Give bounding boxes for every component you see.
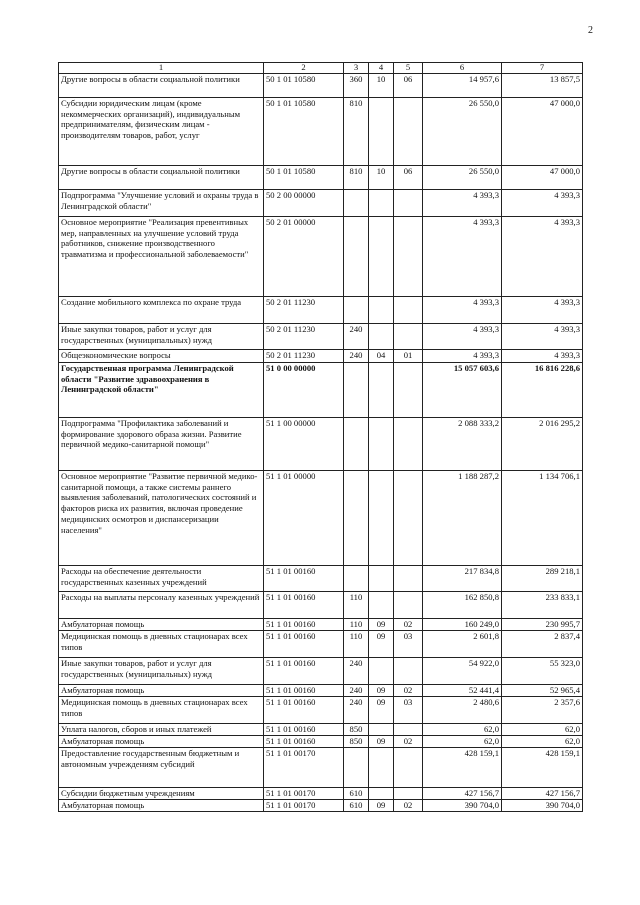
row-expense-type-cell: 810 <box>344 98 369 166</box>
row-amount-2-cell: 62,0 <box>502 736 583 748</box>
row-section-cell <box>369 724 394 736</box>
table-row <box>59 631 583 658</box>
table-row <box>59 190 583 217</box>
row-subsection-cell <box>394 324 423 350</box>
row-expense-type-cell <box>344 190 369 217</box>
page-number: 2 <box>588 25 593 36</box>
row-amount-1-cell: 390 704,0 <box>423 800 502 812</box>
row-code-cell: 50 1 01 10580 <box>264 166 344 190</box>
row-amount-2-cell: 390 704,0 <box>502 800 583 812</box>
row-code-cell: 51 1 01 00160 <box>264 631 344 658</box>
row-amount-2-cell: 2 357,6 <box>502 697 583 724</box>
row-subsection-cell: 06 <box>394 74 423 98</box>
row-amount-1-cell: 4 393,3 <box>423 297 502 324</box>
table-body <box>59 74 583 812</box>
row-subsection-cell <box>394 297 423 324</box>
row-code-cell: 51 1 01 00160 <box>264 566 344 592</box>
row-amount-1-cell: 4 393,3 <box>423 324 502 350</box>
row-expense-type-cell: 850 <box>344 724 369 736</box>
table-row <box>59 166 583 190</box>
row-code-cell: 51 1 01 00160 <box>264 592 344 619</box>
row-name-cell: Подпрограмма "Профилактика заболеваний и формирование здорового образа жизни. Развитие первичной медико-санитарной помощи" <box>59 418 264 471</box>
row-section-cell: 10 <box>369 166 394 190</box>
row-name-cell: Общеэкономические вопросы <box>59 350 264 363</box>
row-amount-2-cell: 4 393,3 <box>502 324 583 350</box>
row-subsection-cell: 02 <box>394 685 423 697</box>
row-amount-2-cell: 47 000,0 <box>502 98 583 166</box>
row-expense-type-cell: 850 <box>344 736 369 748</box>
table-row <box>59 800 583 812</box>
row-subsection-cell <box>394 592 423 619</box>
row-name-cell: Другие вопросы в области социальной политики <box>59 74 264 98</box>
row-amount-1-cell: 4 393,3 <box>423 350 502 363</box>
row-amount-1-cell: 217 834,8 <box>423 566 502 592</box>
row-subsection-cell <box>394 566 423 592</box>
row-code-cell: 51 0 00 00000 <box>264 363 344 418</box>
row-code-cell: 51 1 01 00170 <box>264 748 344 788</box>
table-row <box>59 724 583 736</box>
table-row <box>59 350 583 363</box>
row-expense-type-cell <box>344 566 369 592</box>
column-header: 4 <box>369 63 394 74</box>
row-section-cell <box>369 748 394 788</box>
row-amount-1-cell: 428 159,1 <box>423 748 502 788</box>
row-name-cell: Субсидии бюджетным учреждениям <box>59 788 264 800</box>
row-name-cell: Расходы на выплаты персоналу казенных учреждений <box>59 592 264 619</box>
row-subsection-cell: 01 <box>394 350 423 363</box>
row-subsection-cell: 02 <box>394 619 423 631</box>
row-section-cell: 09 <box>369 697 394 724</box>
row-amount-2-cell: 428 159,1 <box>502 748 583 788</box>
row-expense-type-cell: 240 <box>344 658 369 685</box>
row-amount-1-cell: 162 850,8 <box>423 592 502 619</box>
row-subsection-cell: 03 <box>394 631 423 658</box>
row-name-cell: Амбулаторная помощь <box>59 800 264 812</box>
row-expense-type-cell: 240 <box>344 685 369 697</box>
row-expense-type-cell: 610 <box>344 800 369 812</box>
table-row <box>59 736 583 748</box>
row-code-cell: 50 2 01 11230 <box>264 297 344 324</box>
row-code-cell: 51 1 01 00160 <box>264 685 344 697</box>
row-amount-2-cell: 233 833,1 <box>502 592 583 619</box>
row-expense-type-cell: 110 <box>344 592 369 619</box>
row-amount-1-cell: 54 922,0 <box>423 658 502 685</box>
row-section-cell <box>369 658 394 685</box>
row-expense-type-cell: 810 <box>344 166 369 190</box>
table-row <box>59 98 583 166</box>
row-name-cell: Амбулаторная помощь <box>59 619 264 631</box>
row-code-cell: 50 2 00 00000 <box>264 190 344 217</box>
column-header: 1 <box>59 63 264 74</box>
row-name-cell: Субсидии юридическим лицам (кроме некоммерческих организаций), индивидуальным предпринимателям, физическим лицам - производителям товаров, работ, услуг <box>59 98 264 166</box>
row-section-cell <box>369 190 394 217</box>
row-section-cell: 10 <box>369 74 394 98</box>
row-amount-1-cell: 4 393,3 <box>423 190 502 217</box>
table-row <box>59 592 583 619</box>
row-name-cell: Уплата налогов, сборов и иных платежей <box>59 724 264 736</box>
row-code-cell: 51 1 01 00160 <box>264 697 344 724</box>
row-section-cell <box>369 788 394 800</box>
row-section-cell: 09 <box>369 631 394 658</box>
row-amount-2-cell: 16 816 228,6 <box>502 363 583 418</box>
row-amount-2-cell: 2 837,4 <box>502 631 583 658</box>
row-subsection-cell <box>394 363 423 418</box>
table-row <box>59 418 583 471</box>
row-expense-type-cell: 360 <box>344 74 369 98</box>
row-expense-type-cell: 110 <box>344 631 369 658</box>
row-name-cell: Амбулаторная помощь <box>59 736 264 748</box>
row-section-cell <box>369 217 394 297</box>
row-amount-2-cell: 1 134 706,1 <box>502 471 583 566</box>
row-amount-1-cell: 427 156,7 <box>423 788 502 800</box>
row-amount-1-cell: 62,0 <box>423 736 502 748</box>
row-subsection-cell <box>394 658 423 685</box>
row-expense-type-cell <box>344 471 369 566</box>
row-amount-2-cell: 47 000,0 <box>502 166 583 190</box>
row-amount-2-cell: 2 016 295,2 <box>502 418 583 471</box>
row-amount-2-cell: 55 323,0 <box>502 658 583 685</box>
row-expense-type-cell: 240 <box>344 350 369 363</box>
table-row <box>59 748 583 788</box>
row-name-cell: Создание мобильного комплекса по охране труда <box>59 297 264 324</box>
column-header: 2 <box>264 63 344 74</box>
row-amount-1-cell: 15 057 603,6 <box>423 363 502 418</box>
table-row <box>59 619 583 631</box>
row-code-cell: 51 1 01 00000 <box>264 471 344 566</box>
row-subsection-cell <box>394 724 423 736</box>
row-section-cell <box>369 98 394 166</box>
table-row <box>59 217 583 297</box>
row-amount-2-cell: 4 393,3 <box>502 350 583 363</box>
row-name-cell: Основное мероприятие "Реализация превентивных мер, направленных на улучшение условий труда работников, снижение производственного травматизма и профессиональной заболеваемости" <box>59 217 264 297</box>
row-code-cell: 50 1 01 10580 <box>264 98 344 166</box>
row-amount-1-cell: 62,0 <box>423 724 502 736</box>
row-amount-2-cell: 4 393,3 <box>502 297 583 324</box>
row-name-cell: Иные закупки товаров, работ и услуг для государственных (муниципальных) нужд <box>59 658 264 685</box>
row-code-cell: 51 1 01 00160 <box>264 619 344 631</box>
row-subsection-cell: 02 <box>394 800 423 812</box>
table-row <box>59 324 583 350</box>
row-name-cell: Основное мероприятие "Развитие первичной медико-санитарной помощи, а также системы раннего выявления заболеваний, патологических состояний и факторов риска их развития, включая проведение медицинских осмотров и диспансеризации населения" <box>59 471 264 566</box>
row-subsection-cell <box>394 418 423 471</box>
table-row <box>59 566 583 592</box>
row-expense-type-cell: 110 <box>344 619 369 631</box>
row-subsection-cell: 03 <box>394 697 423 724</box>
row-amount-1-cell: 2 088 333,2 <box>423 418 502 471</box>
row-section-cell <box>369 592 394 619</box>
row-amount-2-cell: 230 995,7 <box>502 619 583 631</box>
table-row <box>59 363 583 418</box>
row-name-cell: Иные закупки товаров, работ и услуг для государственных (муниципальных) нужд <box>59 324 264 350</box>
row-subsection-cell <box>394 788 423 800</box>
row-amount-2-cell: 289 218,1 <box>502 566 583 592</box>
table-row <box>59 658 583 685</box>
row-amount-2-cell: 4 393,3 <box>502 190 583 217</box>
row-amount-2-cell: 62,0 <box>502 724 583 736</box>
row-name-cell: Медицинская помощь в дневных стационарах всех типов <box>59 697 264 724</box>
row-section-cell: 09 <box>369 619 394 631</box>
row-amount-1-cell: 2 480,6 <box>423 697 502 724</box>
row-amount-1-cell: 4 393,3 <box>423 217 502 297</box>
row-amount-2-cell: 13 857,5 <box>502 74 583 98</box>
row-name-cell: Медицинская помощь в дневных стационарах всех типов <box>59 631 264 658</box>
table-row <box>59 788 583 800</box>
row-amount-1-cell: 1 188 287,2 <box>423 471 502 566</box>
row-code-cell: 51 1 01 00170 <box>264 788 344 800</box>
row-code-cell: 51 1 01 00160 <box>264 724 344 736</box>
row-code-cell: 51 1 00 00000 <box>264 418 344 471</box>
row-section-cell <box>369 566 394 592</box>
header-row <box>59 63 583 74</box>
row-section-cell <box>369 363 394 418</box>
row-subsection-cell <box>394 190 423 217</box>
row-code-cell: 50 1 01 10580 <box>264 74 344 98</box>
row-code-cell: 50 2 01 11230 <box>264 324 344 350</box>
budget-table <box>58 62 583 812</box>
row-amount-1-cell: 2 601,8 <box>423 631 502 658</box>
row-code-cell: 50 2 01 00000 <box>264 217 344 297</box>
row-name-cell: Подпрограмма "Улучшение условий и охраны труда в Ленинградской области" <box>59 190 264 217</box>
row-expense-type-cell <box>344 297 369 324</box>
row-code-cell: 51 1 01 00160 <box>264 736 344 748</box>
row-code-cell: 51 1 01 00170 <box>264 800 344 812</box>
row-subsection-cell <box>394 748 423 788</box>
row-subsection-cell <box>394 98 423 166</box>
table-row <box>59 697 583 724</box>
table-row <box>59 685 583 697</box>
row-name-cell: Государственная программа Ленинградской области "Развитие здравоохранения в Ленинградской области" <box>59 363 264 418</box>
row-code-cell: 50 2 01 11230 <box>264 350 344 363</box>
row-expense-type-cell: 240 <box>344 324 369 350</box>
row-section-cell: 09 <box>369 736 394 748</box>
row-name-cell: Предоставление государственным бюджетным и автономным учреждениям субсидий <box>59 748 264 788</box>
table-row <box>59 471 583 566</box>
row-section-cell <box>369 324 394 350</box>
row-expense-type-cell <box>344 748 369 788</box>
row-section-cell: 04 <box>369 350 394 363</box>
row-code-cell: 51 1 01 00160 <box>264 658 344 685</box>
row-expense-type-cell: 240 <box>344 697 369 724</box>
column-header: 7 <box>502 63 583 74</box>
row-name-cell: Другие вопросы в области социальной политики <box>59 166 264 190</box>
table-row <box>59 297 583 324</box>
table-row <box>59 74 583 98</box>
row-expense-type-cell <box>344 418 369 471</box>
row-amount-2-cell: 52 965,4 <box>502 685 583 697</box>
row-amount-1-cell: 14 957,6 <box>423 74 502 98</box>
row-subsection-cell: 02 <box>394 736 423 748</box>
row-expense-type-cell <box>344 363 369 418</box>
row-amount-1-cell: 26 550,0 <box>423 98 502 166</box>
row-section-cell: 09 <box>369 685 394 697</box>
row-amount-2-cell: 4 393,3 <box>502 217 583 297</box>
row-expense-type-cell <box>344 217 369 297</box>
row-section-cell: 09 <box>369 800 394 812</box>
row-name-cell: Амбулаторная помощь <box>59 685 264 697</box>
column-header: 5 <box>394 63 423 74</box>
row-expense-type-cell: 610 <box>344 788 369 800</box>
column-header: 3 <box>344 63 369 74</box>
column-header: 6 <box>423 63 502 74</box>
row-section-cell <box>369 418 394 471</box>
row-subsection-cell <box>394 471 423 566</box>
row-subsection-cell: 06 <box>394 166 423 190</box>
row-amount-1-cell: 26 550,0 <box>423 166 502 190</box>
row-section-cell <box>369 297 394 324</box>
row-section-cell <box>369 471 394 566</box>
row-amount-1-cell: 160 249,0 <box>423 619 502 631</box>
row-subsection-cell <box>394 217 423 297</box>
row-name-cell: Расходы на обеспечение деятельности государственных казенных учреждений <box>59 566 264 592</box>
row-amount-2-cell: 427 156,7 <box>502 788 583 800</box>
row-amount-1-cell: 52 441,4 <box>423 685 502 697</box>
